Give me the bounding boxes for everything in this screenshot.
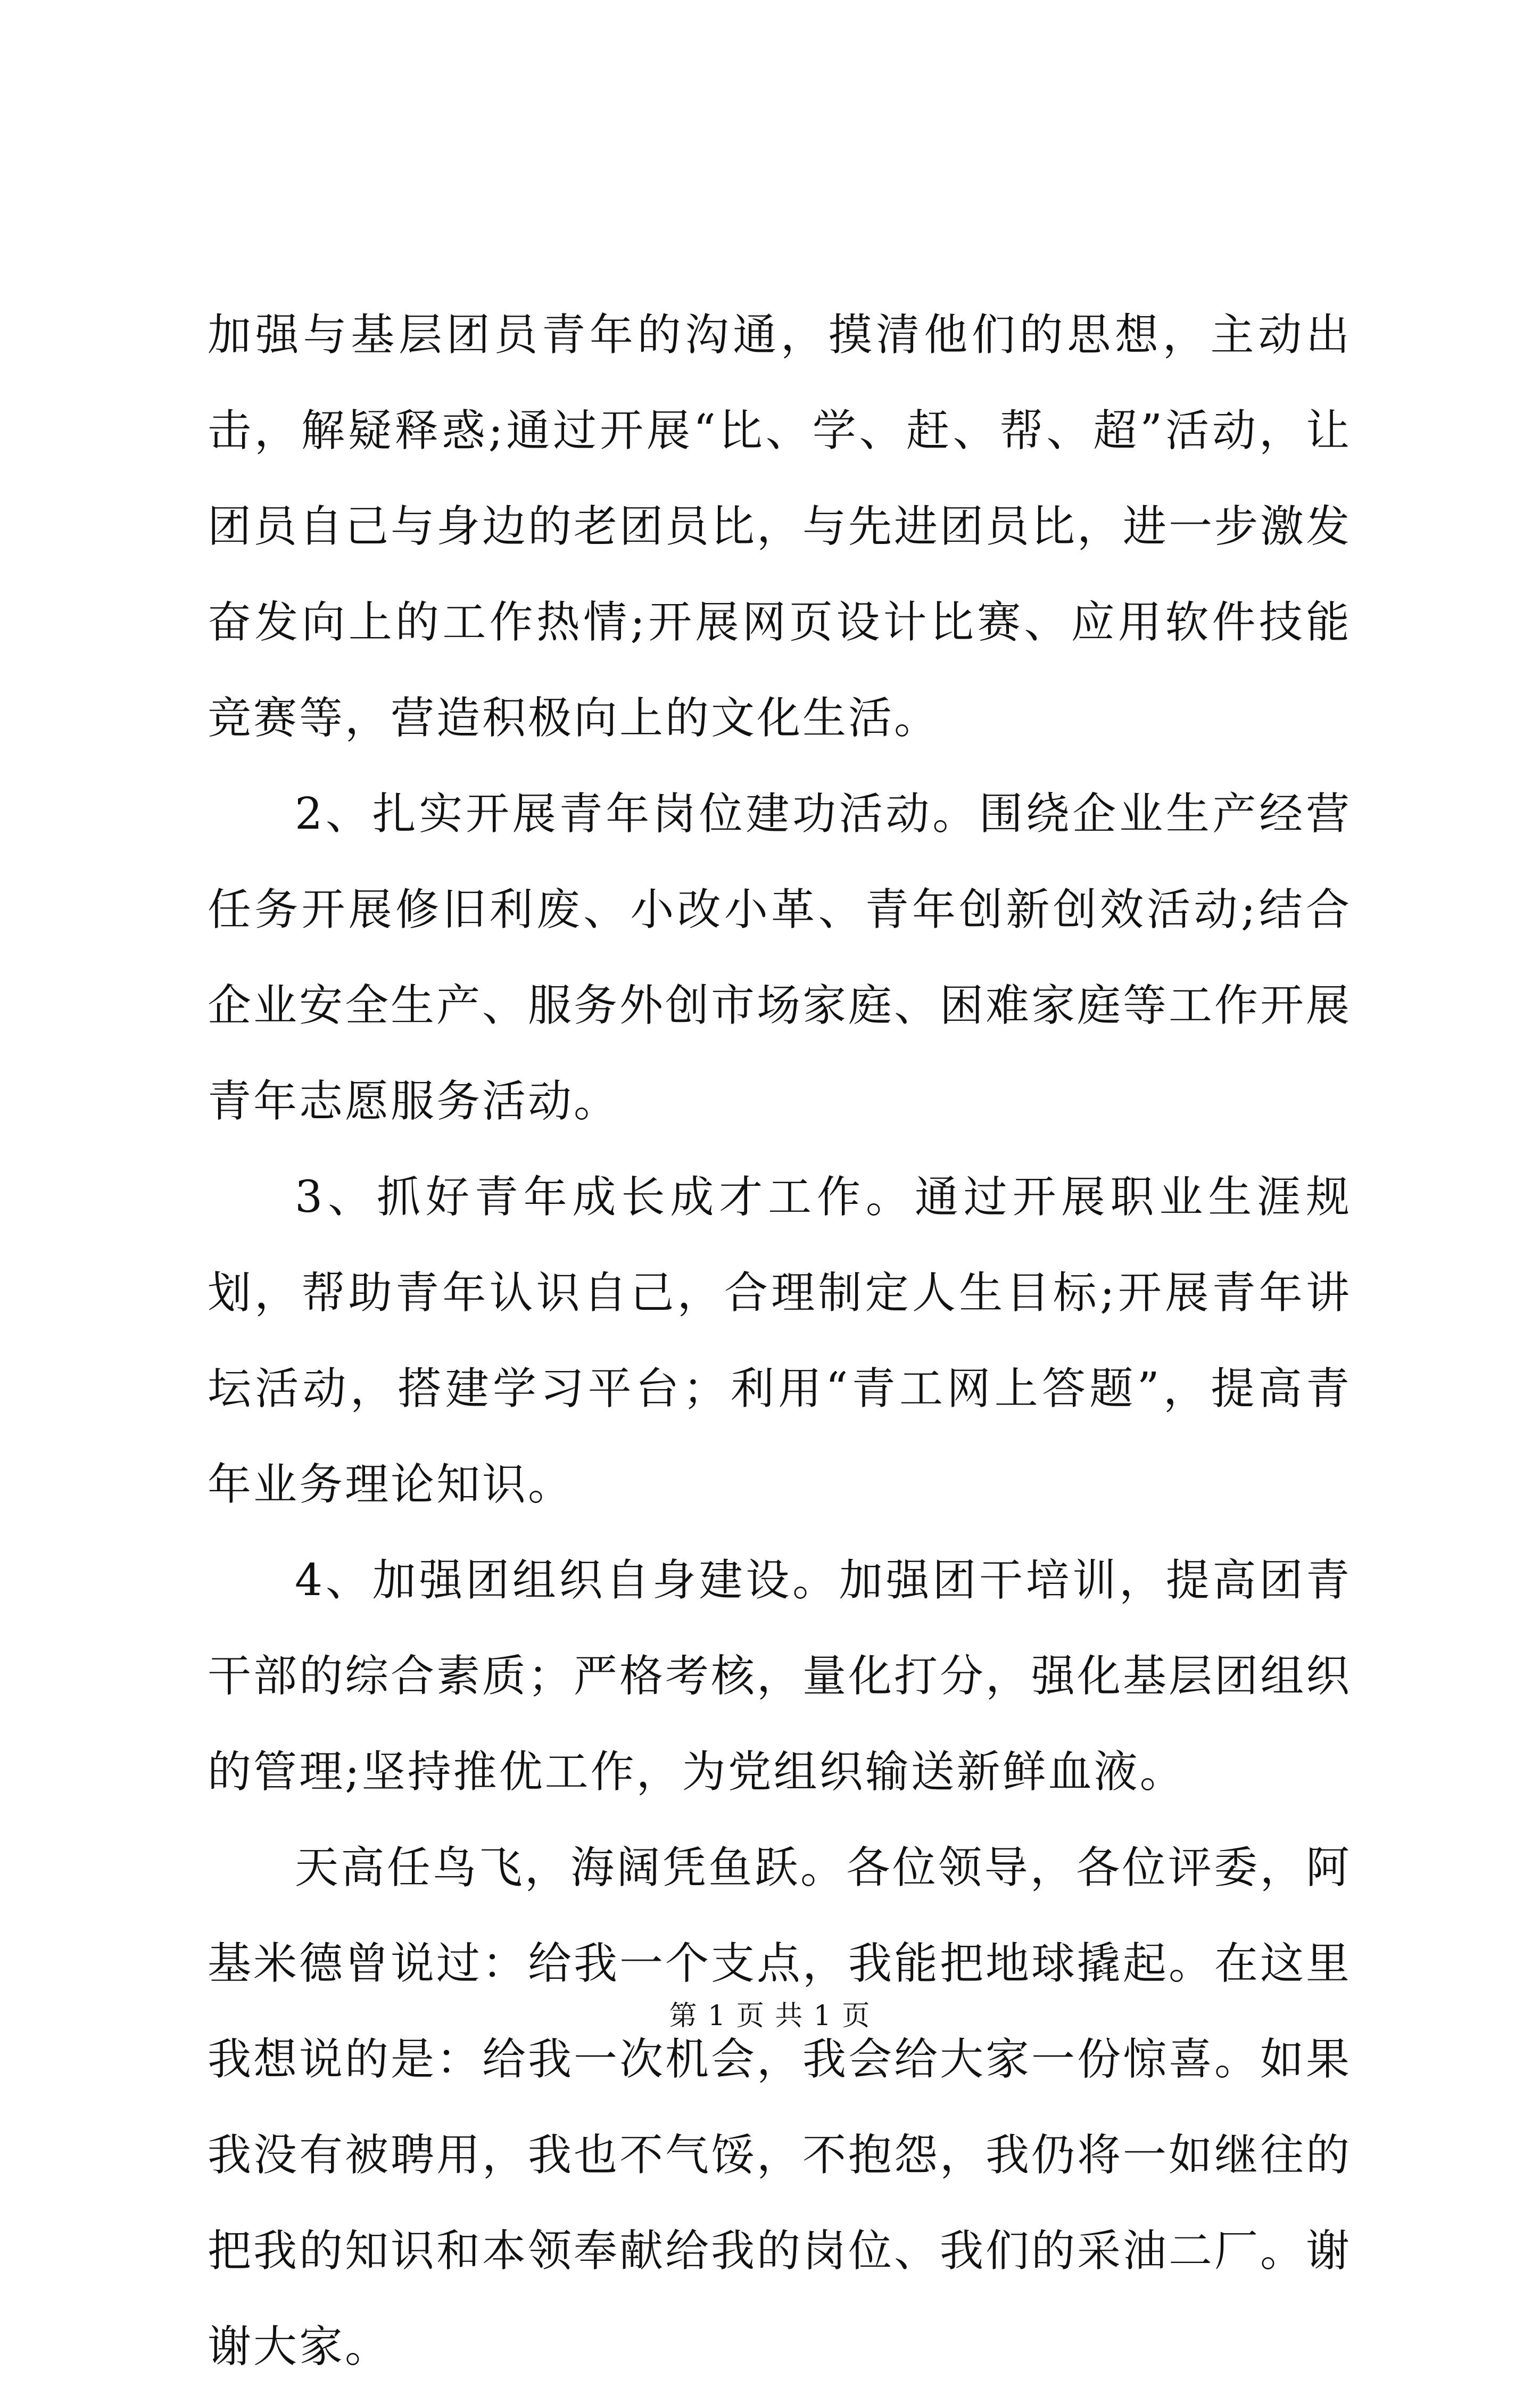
- paragraph-item-4: 4、加强团组织自身建设。加强团干培训，提高团青干部的综合素质；严格考核，量化打分，强化基层团组织的管理;坚持推优工作，为党组织输送新鲜血液。: [208, 1555, 1352, 1797]
- paragraph-continuation: 加强与基层团员青年的沟通，摸清他们的思想，主动出击，解疑释惑;通过开展“比、学、赶、帮、超”活动，让团员自己与身边的老团员比，与先进团员比，进一步激发奋发向上的工作热情;开展网页设计比赛、应用软件技能竞赛等，营造积极向上的文化生活。: [208, 310, 1352, 744]
- page-number-footer: 第 1 页 共 1 页: [669, 2000, 871, 2032]
- paragraph-item-3: 3、抓好青年成长成才工作。通过开展职业生涯规划，帮助青年认识自己，合理制定人生目标;开展青年讲坛活动，搭建学习平台；利用“青工网上答题”，提高青年业务理论知识。: [208, 1172, 1352, 1510]
- paragraph-closing: 天高任鸟飞，海阔凭鱼跃。各位领导，各位评委，阿基米德曾说过：给我一个支点，我能把地球撬起。在这里我想说的是：给我一次机会，我会给大家一份惊喜。如果我没有被聘用，我也不气馁，不抱怨，我仍将一如继往的把我的知识和本领奉献给我的岗位、我们的采油二厂。谢谢大家。: [208, 1843, 1352, 2372]
- document-body: [208, 287, 1352, 2395]
- paragraph-item-2: 2、扎实开展青年岗位建功活动。围绕企业生产经营任务开展修旧利废、小改小革、青年创新创效活动;结合企业安全生产、服务外创市场家庭、困难家庭等工作开展青年志愿服务活动。: [208, 789, 1352, 1127]
